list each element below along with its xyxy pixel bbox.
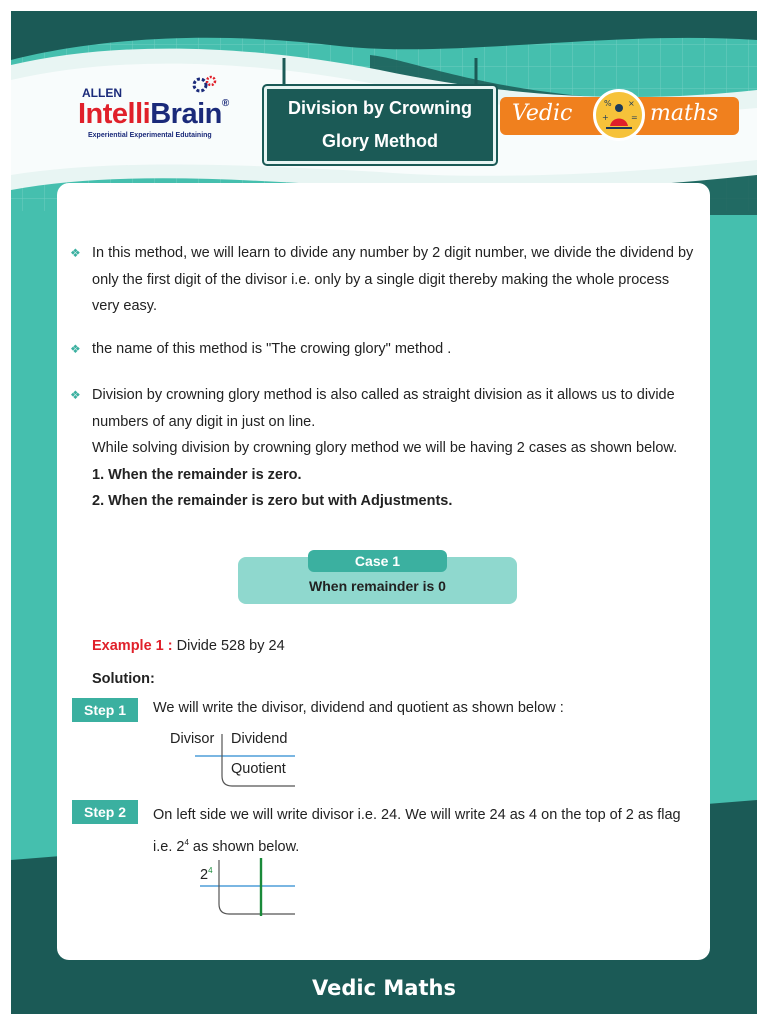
logo-intellibrain-text: IntelliBrain® xyxy=(78,98,229,130)
diamond-bullet-icon: ❖ xyxy=(70,341,81,356)
footer-title: Vedic Maths xyxy=(312,976,456,1000)
case-list-item: 1. When the remainder is zero. xyxy=(92,466,302,483)
intellibrain-logo xyxy=(72,72,260,148)
svg-text:=: = xyxy=(631,113,638,122)
logo-allen-text: ALLEN xyxy=(82,86,122,100)
svg-text:+: + xyxy=(602,113,609,122)
bullet-item: ❖ Division by crowning glory method is also called as straight division as it allows us to divide numbers of any digit in just on line. xyxy=(70,382,695,435)
diagram-dividend-label: Dividend xyxy=(231,731,288,747)
diagram-quotient-label: Quotient xyxy=(231,761,286,777)
badge-vedic-text: Vedic xyxy=(512,101,573,126)
solution-label: Solution: xyxy=(92,671,155,687)
gear-icon xyxy=(192,74,218,96)
bullet-item: ❖ the name of this method is "The crowing glory" method . xyxy=(70,336,695,363)
bullet-item: ❖ In this method, we will learn to divide any number by 2 digit number, we divide the dividend by only the first digit of the divisor i.e. only by a single digit thereby making the whole process very easy. xyxy=(70,240,695,320)
diamond-bullet-icon: ❖ xyxy=(70,246,81,260)
badge-maths-text: maths xyxy=(650,101,719,126)
diagram-divisor-label: Divisor xyxy=(170,731,215,747)
division-layout-lines xyxy=(190,730,300,790)
step-2-tag: Step 2 xyxy=(72,800,138,824)
cases-intro: While solving division by crowning glory method we will be having 2 cases as shown below. xyxy=(92,440,678,456)
page-title: Division by Crowning Glory Method xyxy=(264,86,496,164)
step-1-tag: Step 1 xyxy=(72,698,138,722)
svg-text:%: % xyxy=(604,99,612,108)
step-1-text: We will write the divisor, dividend and quotient as shown below : xyxy=(153,700,564,716)
logo-tagline: Experiential Experimental Edutaining xyxy=(88,132,212,139)
case-subtitle: When remainder is 0 xyxy=(309,578,446,594)
step-2-text: On left side we will write divisor i.e. 24. We will write 24 as 4 on the top of 2 as flag i.e. $2^4$ as shown below. xyxy=(153,807,681,855)
case-list-item: 2. When the remainder is zero but with Adjustments. xyxy=(92,493,453,509)
flag-division-lines xyxy=(195,856,300,920)
diamond-bullet-icon: ❖ xyxy=(70,388,81,402)
case-tag: Case 1 xyxy=(308,550,447,572)
vedic-maths-badge xyxy=(500,97,739,135)
svg-text:×: × xyxy=(628,99,635,108)
intro-section xyxy=(70,240,695,515)
case-box xyxy=(238,553,517,604)
example-line: Example 1 : Divide 528 by 24 xyxy=(92,638,285,654)
flag-base-digit: $2^4$ xyxy=(200,866,213,883)
meditating-figure-icon xyxy=(593,89,645,141)
